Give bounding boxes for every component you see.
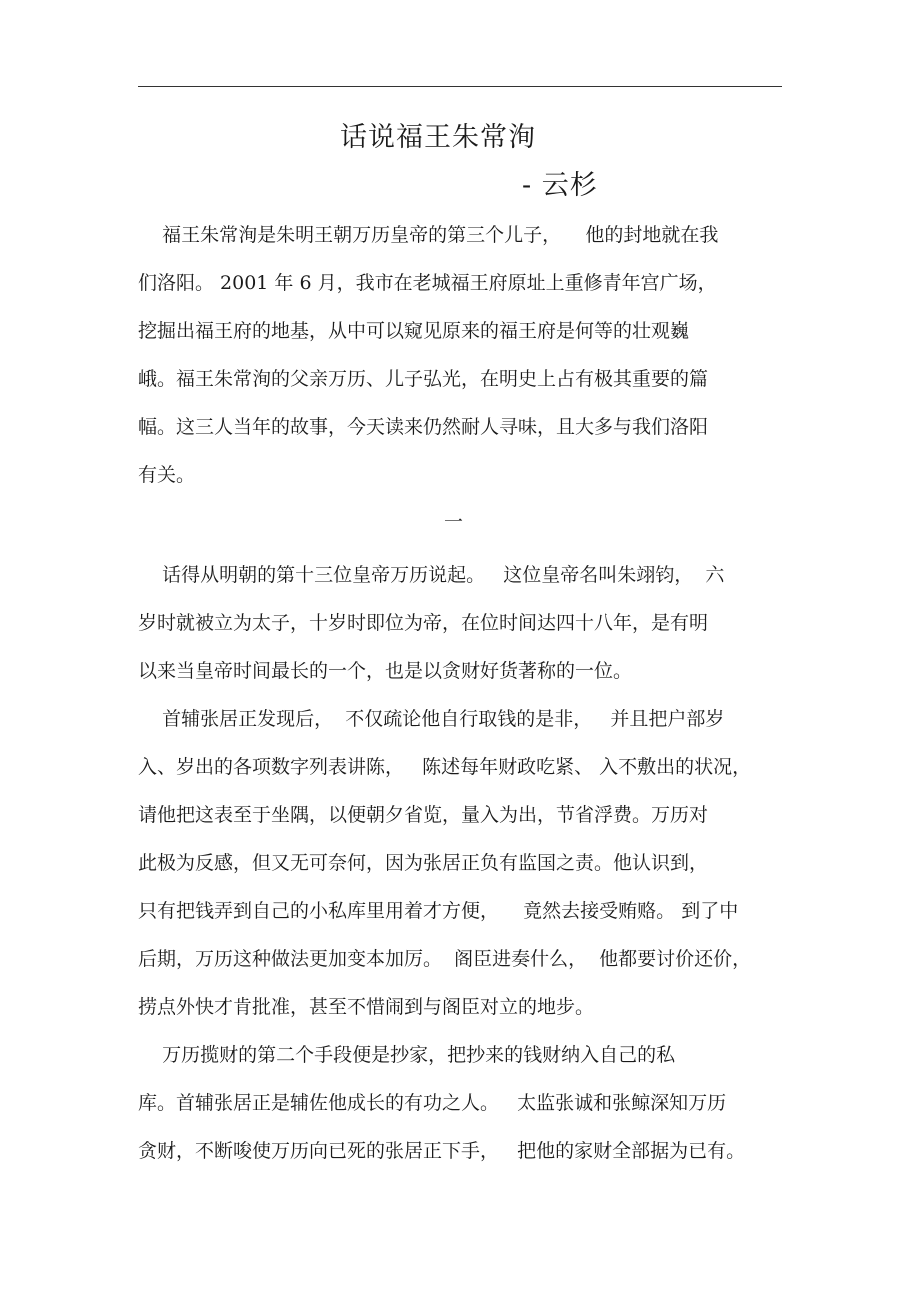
document-title: 话说福王朱常洵	[340, 122, 536, 153]
paragraph-line: 入、岁出的各项数字列表讲陈， 陈述每年财政吃紧、 入不敷出的状况，	[138, 756, 752, 778]
paragraph-line: 后期，万历这种做法更加变本加厉。 阁臣进奏什么， 他都要讨价还价，	[138, 948, 752, 970]
paragraph-line: 捞点外快才肯批准，甚至不惜闹到与阁臣对立的地步。	[138, 996, 595, 1018]
paragraph-line: 幅。这三人当年的故事，今天读来仍然耐人寻味，且大多与我们洛阳	[138, 416, 709, 438]
paragraph-line: 只有把钱弄到自己的小私库里用着才方便， 竟然去接受贿赂。 到了中	[138, 900, 739, 922]
paragraph-line: 万历揽财的第二个手段便是抄家，把抄来的钱财纳入自己的私	[138, 1044, 676, 1066]
header-rule	[138, 86, 782, 87]
paragraph-line: 福王朱常洵是朱明王朝万历皇帝的第三个儿子， 他的封地就在我	[138, 224, 719, 246]
paragraph-line: 贪财，不断唆使万历向已死的张居正下手， 把他的家财全部据为已有。	[138, 1140, 746, 1162]
paragraph-line: 首辅张居正发现后， 不仅疏论他自行取钱的是非， 并且把户部岁	[138, 708, 725, 730]
section-number: 一	[444, 511, 464, 533]
paragraph-line: 挖掘出福王府的地基，从中可以窥见原来的福王府是何等的壮观巍	[138, 320, 690, 342]
paragraph-line: 话得从明朝的第十三位皇帝万历说起。 这位皇帝名叫朱翊钧， 六	[138, 564, 725, 586]
paragraph-line: 有关。	[138, 464, 196, 486]
paragraph-line: 以来当皇帝时间最长的一个，也是以贪财好货著称的一位。	[138, 660, 633, 682]
paragraph-line: 峨。福王朱常洵的父亲万历、儿子弘光，在明史上占有极其重要的篇	[138, 368, 709, 390]
paragraph-line: 此极为反感，但又无可奈何，因为张居正负有监国之责。他认识到，	[138, 852, 709, 874]
document-author: - 云杉	[522, 170, 598, 201]
paragraph-line: 岁时就被立为太子，十岁时即位为帝，在位时间达四十八年，是有明	[138, 612, 709, 634]
paragraph-line: 们洛阳。 2001 年 6 月，我市在老城福王府原址上重修青年宫广场，	[138, 272, 717, 294]
paragraph-line: 请他把这表至于坐隅，以便朝夕省览，量入为出，节省浮费。万历对	[138, 804, 709, 826]
paragraph-line: 库。首辅张居正是辅佐他成长的有功之人。 太监张诚和张鲸深知万历	[138, 1092, 727, 1114]
